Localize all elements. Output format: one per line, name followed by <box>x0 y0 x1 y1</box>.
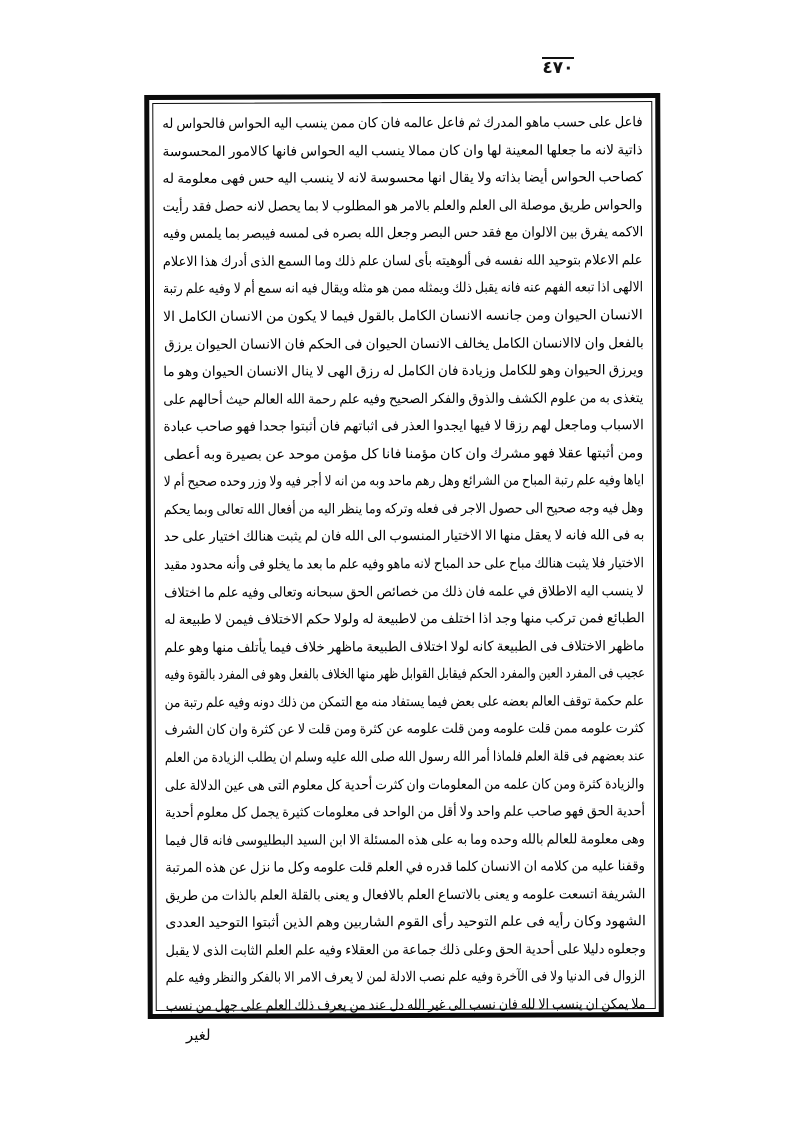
manuscript-line-text: ذاتية لانه ما جعلها المعينة لها وان كان ممالا ينسب اليه الحواس فانها كالامور المحسوسة <box>162 142 643 160</box>
manuscript-line <box>165 853 645 884</box>
manuscript-line <box>165 798 645 829</box>
manuscript-line-text: علم حكمة توقف العالم بعضه على بعض فيما يستفاد منه مع التمكن من ذلك دونه وفيه علم رتبة من <box>164 693 645 712</box>
manuscript-line-text: الاسباب وماجعل لهم رزقا لا فيها ايجدوا العذر فى اثباتهم فان أثبتوا جحدا فهو صاحب عبادة <box>163 417 644 436</box>
manuscript-line <box>165 687 645 718</box>
manuscript-line <box>165 770 645 801</box>
manuscript-line <box>163 412 643 443</box>
manuscript-line-text: الالهى اذا تبعه الفهم عنه فانه يقبل ذلك ويمثله ممن هو مثله ويقال فيه انه سمع أم لا وفيه علم رتبة <box>162 280 644 298</box>
manuscript-line <box>162 109 642 140</box>
manuscript-line <box>164 467 644 498</box>
manuscript-line <box>162 164 642 195</box>
manuscript-line-text: وقفنا عليه من كلامه ان الانسان كلما قدره في العلم قلت علومه وكل ما نزل عن هذه المرتبة <box>165 858 646 877</box>
manuscript-line-text: الزوال فى الدنيا ولا فى الآخرة وفيه علم نصب الادلة لمن لا يعرف الامر الا بالفكر والنظر وفيه علم <box>165 969 646 987</box>
manuscript-line <box>164 550 644 581</box>
manuscript-line-text: علم الاعلام بتوحيد الله نفسه فى ألوهيته بأى لسان علم ذلك وما السمع الذى أدرك هذا الاعلام <box>163 252 643 271</box>
manuscript-line-text: الشريفة اتسعت علومه و يعنى بالاتساع العلم بالافعال و يعنى بالقلة العلم بالذات من طريق <box>165 886 646 904</box>
manuscript-line-text: به فى الله فانه لا يعقل منها الا الاختيار المنسوب الى الله فان لم يثبت هنالك اختيار على حد <box>163 528 644 546</box>
manuscript-line <box>164 577 644 608</box>
manuscript-line-text: عجيب فى المفرد العين والمفرد الحكم فيقابل القوابل ظهر منها الخلاف بالفعل وهو فى المفرد بالقوة وفيه <box>164 666 645 684</box>
text-frame-inner-rule <box>152 101 655 1015</box>
manuscript-line <box>164 522 644 553</box>
manuscript-line <box>162 136 642 167</box>
manuscript-line <box>163 384 643 415</box>
manuscript-line <box>164 632 644 663</box>
manuscript-line-text: وهل فيه وجه صحيح الى حصول الاجر فى فعله وتركه وما ينظر اليه من أفعال الله تعالى وبما يحكم <box>164 500 644 519</box>
folio-number-text: ٤٧٠ <box>542 58 574 78</box>
manuscript-line <box>166 991 646 1022</box>
manuscript-line-text: ماظهر الاختلاف فى الطبيعة كانه لولا اختلاف الطبيعة ماظهر خلاف فيما يأتلف منها وهو علم <box>164 638 645 656</box>
manuscript-line <box>164 494 644 525</box>
manuscript-line-text: الانسان الحيوان ومن جانسه الانسان الكامل بالقول فيما لا يكون من الانسان الكامل الا <box>163 307 644 326</box>
manuscript-line-text: لا ينسب اليه الاطلاق في علمه فان ذلك من خصائص الحق سبحانه وتعالى وفيه علم ما اختلاف <box>164 583 645 601</box>
manuscript-line <box>163 274 643 305</box>
manuscript-line <box>165 742 645 773</box>
manuscript-line-text: ومن أثبتها عقلا فهو مشرك وان كان مؤمنا فانا كل مؤمن موحد عن بصيرة وبه أعطى <box>164 445 644 463</box>
manuscript-line <box>165 715 645 746</box>
manuscript-line-text: اياها وفيه علم رتبة المباح من الشرائع وهل رهم ماحد وبه من انه لا أجر فيه ولا وزر وحده صحيح أم لا <box>163 473 644 491</box>
manuscript-line-text: أحدية الحق فهو صاحب علم واحد ولا أقل من الواحد فى معلومات كثيرة يجمل كل معلوم أحدية <box>164 803 646 822</box>
manuscript-line-text: فاعل على حسب ماهو المدرك ثم فاعل عالمه فان كان ممن ينسب اليه الحواس فالحواس له <box>162 114 643 133</box>
manuscript-text-block <box>162 109 646 1015</box>
manuscript-line-text: عند بعضهم فى قلة العلم فلماذا أمر الله رسول الله صلى الله عليه وسلم ان يطلب الزيادة من العلم <box>164 748 645 767</box>
manuscript-line <box>164 605 644 636</box>
manuscript-line-text: كصاحب الحواس أيضا بذاته ولا يقال انها محسوسة لانه لا ينسب اليه حس فهى معلومة له <box>162 169 643 188</box>
manuscript-line-text: والزيادة كثرة ومن كان علمه من المعلومات وان كثرت أحدية كل معلوم التى هى عين الدلالة على <box>165 776 645 794</box>
manuscript-line-text: بالفعل وان لاالانسان الكامل يخالف الانسان الحيوان فى الحكم فان الانسان الحيوان يرزق <box>163 335 644 353</box>
manuscript-line <box>164 439 644 470</box>
catchword: لغير <box>186 1026 211 1044</box>
manuscript-line-text: يتغذى به من علوم الكشف والذوق والفكر الصحيح وفيه علم رحمة الله العالم حيث أحالهم على <box>163 390 644 408</box>
manuscript-line <box>165 908 645 939</box>
manuscript-line <box>163 246 643 277</box>
manuscript-line <box>163 219 643 250</box>
manuscript-line-text: الاختيار فلا يثبت هنالك مباح على حد المباح لانه ماهو وفيه علم ما بعد ما يخلو فى وأنه محدود مقيد <box>164 555 645 574</box>
manuscript-line-text: ملا يمكن ان ينسب الا لله فان نسب الى غير الله دل عند من يعرف ذلك العلم على جهل من نسب <box>165 996 646 1015</box>
manuscript-line-text: وجعلوه دليلا على أحدية الحق وعلى ذلك جماعة من العقلاء وفيه علم العلم الثابت الذى لا يقبل <box>165 941 646 960</box>
manuscript-line-text: كثرت علومه ممن قلت علومه ومن قلت علومه عن كثرة ومن قلت لا عن كثرة وان كان الشرف <box>164 721 645 739</box>
manuscript-line <box>164 660 644 691</box>
manuscript-line-text: الشهود وكان رأيه فى علم التوحيد رأى القوم الشاربين وهم الذين أثبتوا التوحيد العددى <box>164 914 646 932</box>
text-frame-border <box>144 93 664 1019</box>
manuscript-line <box>165 825 645 856</box>
manuscript-line-text: وهى معلومة للعالم بالله وحده وما به على هذه المسئلة الا ابن السيد البطليوسى فانه قال فيما <box>165 831 646 849</box>
folio-number <box>523 57 593 77</box>
manuscript-line-text: الاكمه يفرق بين الالوان مع فقد حس البصر وجعل الله بصره فى لمسه فيبصر بما يلمس وفيه <box>162 225 643 243</box>
manuscript-line <box>165 935 645 966</box>
manuscript-line-text: والحواس طريق موصلة الى العلم والعلم بالامر هو المطلوب لا بما يحصل لانه حصل فقد رأيت <box>162 197 643 215</box>
manuscript-line <box>166 963 646 994</box>
manuscript-line <box>163 191 643 222</box>
manuscript-line <box>163 357 643 388</box>
manuscript-line <box>163 301 643 332</box>
manuscript-line <box>163 329 643 360</box>
manuscript-line <box>165 880 645 911</box>
manuscript-line-text: الطبائع فمن تركب منها وجد اذا اختلف من لاطبيعة له ولولا حكم الاختلاف فيمن لا طبيعة له <box>163 610 645 629</box>
manuscript-line-text: ويرزق الحيوان وهو للكامل وزيادة فان الكامل له رزق الهى لا ينال الانسان الحيوان وهو ما <box>162 362 644 381</box>
